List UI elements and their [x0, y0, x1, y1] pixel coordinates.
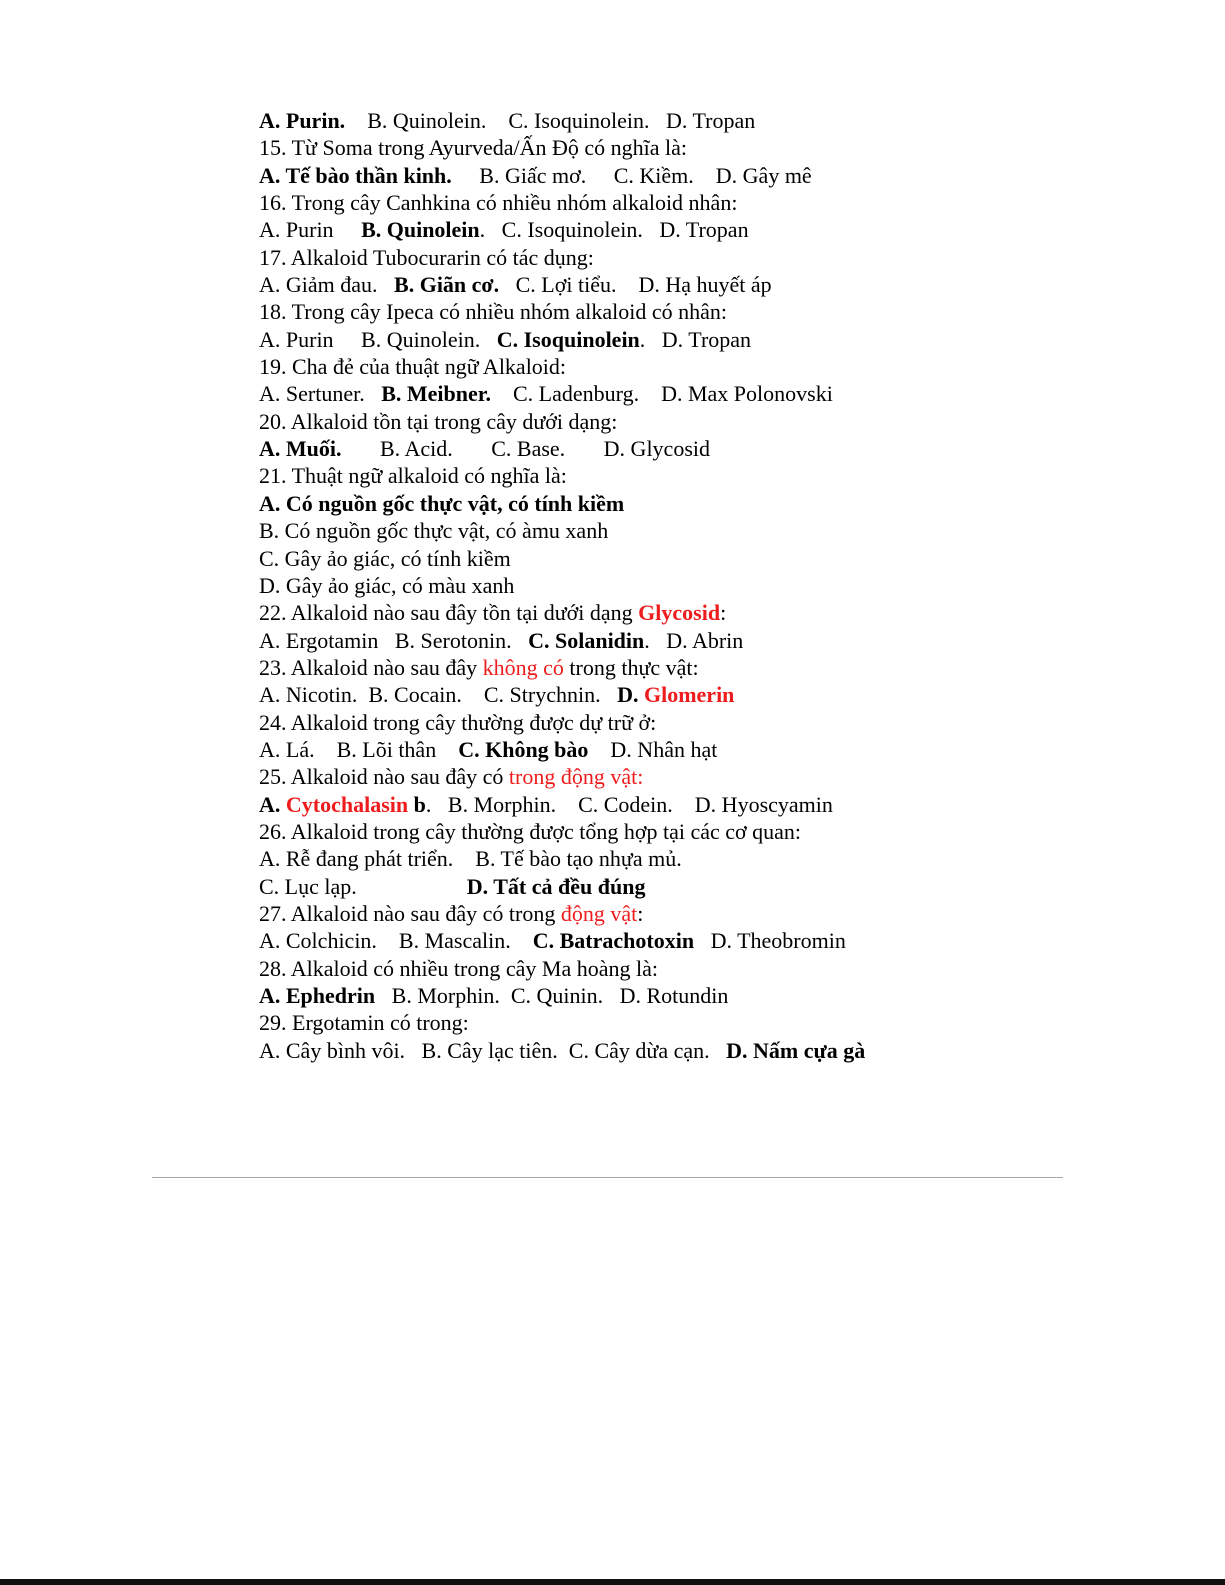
- text-segment: D. Theobromin: [694, 928, 846, 954]
- text-line: [259, 736, 1139, 763]
- text-segment: 24. Alkaloid trong cây thường được dự trữ ở:: [259, 709, 657, 735]
- text-segment: 25. Alkaloid nào sau đây có: [259, 764, 509, 790]
- text-segment: 26. Alkaloid trong cây thường được tổng hợp tại các cơ quan:: [259, 818, 802, 844]
- text-segment: A. Rễ đang phát triển. B. Tế bào tạo nhựa mủ.: [259, 846, 682, 872]
- text-line: [259, 1037, 1139, 1064]
- answer-text: D. Tất cả đều đúng: [466, 873, 646, 899]
- text-line: [259, 107, 1139, 134]
- text-segment: D. Nhân hạt: [588, 736, 718, 762]
- text-segment: C. Lục lạp.: [259, 873, 467, 899]
- highlighted-text: động vật: [560, 900, 638, 926]
- text-segment: D. Gây ảo giác, có màu xanh: [259, 572, 515, 598]
- text-line: [259, 654, 1139, 681]
- page-divider: [152, 1177, 1063, 1178]
- answer-text: C. Isoquinolein: [496, 326, 640, 352]
- text-segment: B. Giấc mơ. C. Kiềm. D. Gây mê: [451, 162, 812, 188]
- text-segment: . D. Abrin: [644, 627, 744, 653]
- text-line: [259, 517, 1139, 544]
- answer-text: C. Không bào: [458, 736, 589, 762]
- text-segment: C. Ladenburg. D. Max Polonovski: [491, 381, 833, 407]
- text-line: [259, 380, 1139, 407]
- text-segment: A. Sertuner.: [259, 381, 382, 407]
- text-segment: 18. Trong cây Ipeca có nhiều nhóm alkaloid có nhân:: [259, 299, 728, 325]
- text-line: [259, 572, 1139, 599]
- text-line: [259, 681, 1139, 708]
- answer-text: B. Giãn cơ.: [394, 272, 500, 298]
- text-segment: 17. Alkaloid Tubocurarin có tác dụng:: [259, 244, 594, 270]
- text-segment: trong thực vật:: [563, 654, 699, 680]
- text-segment: 20. Alkaloid tồn tại trong cây dưới dạng:: [259, 408, 618, 434]
- text-line: [259, 189, 1139, 216]
- highlighted-text: Cytochalasin: [285, 791, 409, 817]
- answer-text: D.: [617, 682, 644, 708]
- text-line: [259, 818, 1139, 845]
- answer-text: C. Batrachotoxin: [532, 928, 695, 954]
- answer-text: b: [408, 791, 426, 817]
- text-line: [259, 271, 1139, 298]
- text-line: [259, 627, 1139, 654]
- text-segment: A. Purin B. Quinolein.: [259, 326, 497, 352]
- answer-text: A. Ephedrin: [259, 983, 376, 1008]
- answer-text: A. Tế bào thần kinh.: [259, 162, 452, 188]
- answer-text: A.: [259, 791, 286, 817]
- text-segment: A. Nicotin. B. Cocain. C. Strychnin.: [259, 682, 618, 708]
- answer-text: A. Có nguồn gốc thực vật, có tính kiềm: [259, 490, 625, 516]
- text-segment: . D. Tropan: [639, 326, 752, 352]
- text-segment: 23. Alkaloid nào sau đây: [259, 654, 483, 680]
- text-line: [259, 545, 1139, 572]
- text-line: [259, 326, 1139, 353]
- text-segment: 27. Alkaloid nào sau đây có trong: [259, 900, 561, 926]
- text-line: [259, 298, 1139, 325]
- text-line: [259, 216, 1139, 243]
- text-segment: B. Acid. C. Base. D. Glycosid: [341, 436, 710, 462]
- highlighted-text: không có: [482, 654, 564, 680]
- text-line: [259, 599, 1139, 626]
- text-segment: 21. Thuật ngữ alkaloid có nghĩa là:: [259, 463, 567, 489]
- text-line: [259, 982, 1139, 1009]
- text-line: [259, 900, 1139, 927]
- text-line: [259, 408, 1139, 435]
- text-line: [259, 435, 1139, 462]
- text-line: [259, 462, 1139, 489]
- text-line: [259, 845, 1139, 872]
- text-line: [259, 791, 1139, 818]
- text-segment: A. Purin: [259, 217, 362, 243]
- highlighted-text: trong động vật:: [508, 764, 644, 790]
- highlighted-text: Glomerin: [643, 682, 735, 708]
- text-segment: A. Ergotamin B. Serotonin.: [259, 627, 529, 653]
- text-line: [259, 134, 1139, 161]
- answer-text: B. Meibner.: [381, 381, 491, 407]
- text-segment: A. Lá. B. Lõi thân: [259, 736, 459, 762]
- answer-text: C. Solanidin: [528, 627, 645, 653]
- text-line: [259, 763, 1139, 790]
- text-line: [259, 353, 1139, 380]
- text-segment: B. Có nguồn gốc thực vật, có àmu xanh: [259, 518, 609, 544]
- text-line: [259, 244, 1139, 271]
- text-segment: 28. Alkaloid có nhiều trong cây Ma hoàng là:: [259, 955, 658, 981]
- page-bottom-edge: [0, 1579, 1225, 1585]
- answer-text: A. Purin.: [259, 108, 346, 133]
- text-segment: C. Gây ảo giác, có tính kiềm: [259, 545, 511, 571]
- text-segment: A. Giảm đau.: [259, 272, 395, 298]
- text-segment: 16. Trong cây Canhkina có nhiều nhóm alkaloid nhân:: [259, 190, 738, 216]
- text-segment: :: [637, 900, 644, 926]
- text-segment: :: [720, 600, 727, 626]
- text-segment: 22. Alkaloid nào sau đây tồn tại dưới dạng: [259, 600, 639, 626]
- text-segment: C. Lợi tiểu. D. Hạ huyết áp: [499, 272, 772, 298]
- text-segment: A. Cây bình vôi. B. Cây lạc tiên. C. Cây dừa cạn.: [259, 1037, 727, 1063]
- text-segment: 19. Cha đẻ của thuật ngữ Alkaloid:: [259, 354, 567, 380]
- text-line: [259, 709, 1139, 736]
- text-segment: A. Colchicin. B. Mascalin.: [259, 928, 533, 954]
- highlighted-text: Glycosid: [638, 600, 721, 626]
- answer-text: A. Muối.: [259, 436, 342, 462]
- text-segment: . C. Isoquinolein. D. Tropan: [479, 217, 749, 243]
- text-segment: 15. Từ Soma trong Ayurveda/Ấn Độ có nghĩa là:: [259, 135, 688, 161]
- text-line: [259, 927, 1139, 954]
- text-segment: B. Morphin. C. Quinin. D. Rotundin: [375, 983, 729, 1008]
- text-line: [259, 1009, 1139, 1036]
- document-body: [259, 107, 1139, 1064]
- text-line: [259, 490, 1139, 517]
- text-line: [259, 955, 1139, 982]
- answer-text: B. Quinolein: [361, 217, 480, 243]
- text-line: [259, 873, 1139, 900]
- answer-text: D. Nấm cựa gà: [726, 1037, 866, 1063]
- text-segment: B. Quinolein. C. Isoquinolein. D. Tropan: [345, 108, 756, 133]
- text-line: [259, 162, 1139, 189]
- text-segment: 29. Ergotamin có trong:: [259, 1010, 469, 1036]
- text-segment: . B. Morphin. C. Codein. D. Hyoscyamin: [425, 791, 833, 817]
